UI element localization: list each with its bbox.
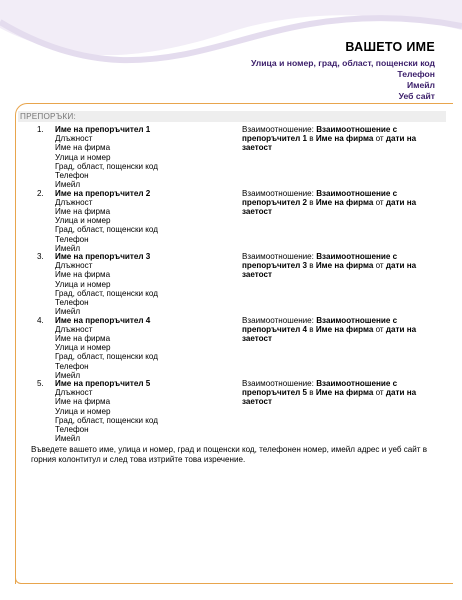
reference-phone: Телефон [55, 171, 89, 181]
reference-contact [55, 252, 235, 316]
reference-email: Имейл [55, 243, 81, 253]
reference-title: Длъжност [55, 134, 93, 144]
reference-company: Име на фирма [55, 143, 111, 153]
reference-city: Град, област, пощенски код [55, 352, 158, 362]
reference-contact [55, 189, 235, 253]
reference-number: 1. [37, 125, 44, 134]
relationship-in: в [309, 197, 314, 207]
reference-number: 5. [37, 379, 44, 388]
reference-city: Град, област, пощенски код [55, 161, 158, 171]
reference-street: Улица и номер [55, 406, 111, 416]
relationship-dates: дати на заетост [242, 197, 417, 216]
relationship-company: Име на фирма [315, 261, 374, 271]
relationship-label: Взаимоотношение: [242, 252, 314, 261]
relationship-text: Взаимоотношение с препоръчител 1 [242, 125, 398, 144]
reference-company: Име на фирма [55, 333, 111, 343]
reference-contact [55, 316, 235, 380]
relationship-company: Име на фирма [315, 388, 374, 398]
section-header-bar [18, 111, 446, 122]
your-name: ВАШЕТО ИМЕ [345, 40, 435, 54]
reference-number: 3. [37, 252, 44, 261]
reference-item [0, 379, 462, 443]
reference-name: Име на препоръчител 1 [55, 125, 151, 134]
reference-company: Име на фирма [55, 206, 111, 216]
relationship-in: в [309, 324, 314, 334]
section-title: ПРЕПОРЪКИ: [20, 112, 76, 121]
reference-title: Длъжност [55, 388, 93, 398]
relationship-from: от [375, 388, 384, 398]
reference-street: Улица и номер [55, 216, 111, 226]
reference-title: Длъжност [55, 197, 93, 207]
reference-email: Имейл [55, 434, 81, 444]
reference-title: Длъжност [55, 324, 93, 334]
reference-name: Име на препоръчител 5 [55, 379, 151, 388]
relationship-company: Име на фирма [315, 134, 374, 144]
reference-contact [55, 379, 235, 443]
relationship-text: Взаимоотношение с препоръчител 5 [242, 379, 398, 398]
reference-city: Град, област, пощенски код [55, 288, 158, 298]
reference-email: Имейл [55, 307, 81, 317]
reference-city: Град, област, пощенски код [55, 225, 158, 235]
relationship-from: от [375, 324, 384, 334]
relationship-label: Взаимоотношение: [242, 315, 314, 325]
reference-phone: Телефон [55, 298, 89, 308]
reference-title: Длъжност [55, 261, 93, 271]
relationship-label: Взаимоотношение: [242, 125, 314, 134]
relationship-dates: дати на заетост [242, 134, 417, 153]
relationship-dates: дати на заетост [242, 388, 417, 407]
relationship-label: Взаимоотношение: [242, 379, 314, 388]
relationship-text: Взаимоотношение с препоръчител 2 [242, 188, 398, 207]
relationship-in: в [309, 134, 314, 144]
relationship-text: Взаимоотношение с препоръчител 4 [242, 315, 398, 334]
reference-phone: Телефон [55, 361, 89, 371]
reference-email: Имейл [55, 370, 81, 380]
reference-item [0, 252, 462, 316]
email-line: Имейл [406, 80, 435, 90]
reference-street: Улица и номер [55, 279, 111, 289]
reference-name: Име на препоръчител 4 [55, 315, 151, 325]
relationship-in: в [309, 388, 314, 398]
reference-name: Име на препоръчител 3 [55, 252, 151, 261]
website-line: Уеб сайт [398, 91, 435, 101]
relationship-company: Име на фирма [315, 197, 374, 207]
reference-company: Име на фирма [55, 270, 111, 280]
relationship-text: Взаимоотношение с препоръчител 3 [242, 252, 398, 271]
reference-relationship [242, 316, 442, 344]
reference-phone: Телефон [55, 425, 89, 435]
reference-relationship [242, 379, 442, 407]
relationship-label: Взаимоотношение: [242, 188, 314, 198]
reference-item [0, 189, 462, 253]
reference-relationship [242, 252, 442, 280]
relationship-from: от [375, 197, 384, 207]
relationship-dates: дати на заетост [242, 324, 417, 343]
reference-city: Град, област, пощенски код [55, 415, 158, 425]
reference-street: Улица и номер [55, 343, 111, 353]
reference-name: Име на препоръчител 2 [55, 188, 151, 198]
reference-street: Улица и номер [55, 152, 111, 162]
reference-number: 4. [37, 315, 44, 325]
relationship-from: от [375, 261, 384, 271]
relationship-company: Име на фирма [315, 324, 374, 334]
phone-line: Телефон [397, 69, 435, 79]
relationship-from: от [375, 134, 384, 144]
instruction-note: Въведете вашето име, улица и номер, град и пощенски код, телефонен номер, имейл адрес и уеб сайт в горния колонтитул и след това изтрийте това изречение. [31, 445, 428, 464]
reference-email: Имейл [55, 180, 81, 190]
relationship-in: в [309, 261, 314, 271]
relationship-dates: дати на заетост [242, 261, 417, 280]
reference-company: Име на фирма [55, 397, 111, 407]
reference-item [0, 316, 462, 380]
reference-relationship [242, 125, 442, 153]
address-line: Улица и номер, град, област, пощенски код [251, 58, 435, 68]
resume-header [135, 40, 435, 102]
reference-relationship [242, 189, 442, 217]
content-frame-bottom [15, 577, 453, 584]
reference-phone: Телефон [55, 234, 89, 244]
reference-number: 2. [37, 188, 44, 198]
reference-item [0, 125, 462, 189]
reference-contact [55, 125, 235, 189]
references-list [0, 125, 462, 443]
